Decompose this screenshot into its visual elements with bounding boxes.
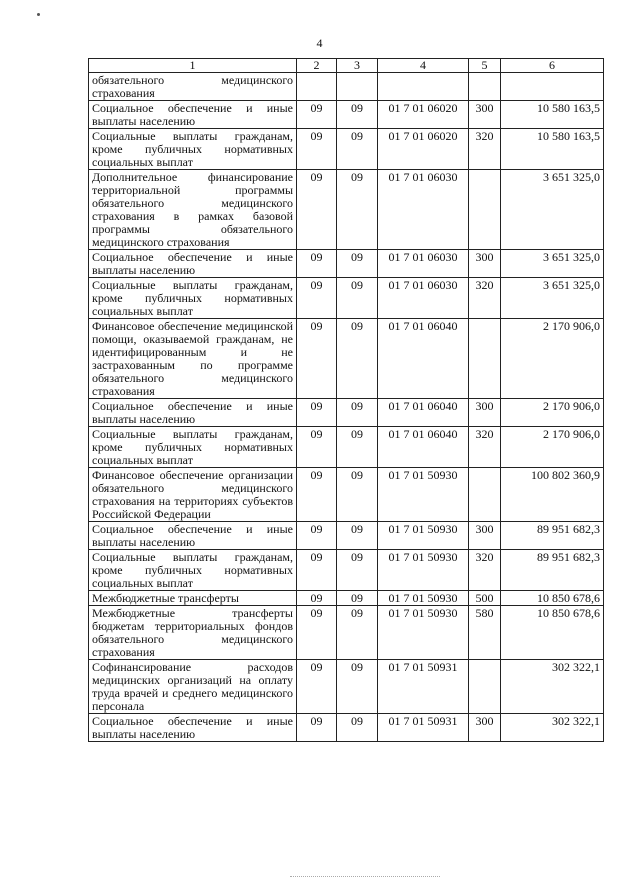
section-code-cell: 09 [297, 170, 337, 250]
scan-artifact-line [290, 876, 440, 877]
section-code-cell: 09 [297, 606, 337, 660]
section-code-cell: 09 [297, 550, 337, 591]
table-row [89, 250, 604, 278]
section-code-cell: 09 [297, 101, 337, 129]
expense-type-cell: 320 [469, 278, 501, 319]
subsection-code-cell: 09 [337, 591, 378, 606]
row-name-cell: Социальное обеспечение и иные выплаты населению [89, 250, 297, 278]
target-article-cell: 01 7 01 50930 [378, 468, 469, 522]
target-article-cell: 01 7 01 50930 [378, 606, 469, 660]
table-row [89, 591, 604, 606]
row-name-cell: Социальное обеспечение и иные выплаты населению [89, 101, 297, 129]
row-name-cell: Софинансирование расходов медицинских организаций на оплату труда врачей и среднего медицинского персонала [89, 660, 297, 714]
expense-type-cell [469, 170, 501, 250]
column-header: 6 [501, 59, 604, 73]
expense-type-cell [469, 73, 501, 101]
table-header-row [89, 59, 604, 73]
amount-cell: 100 802 360,9 [501, 468, 604, 522]
amount-cell: 3 651 325,0 [501, 170, 604, 250]
expense-type-cell: 320 [469, 427, 501, 468]
target-article-cell: 01 7 01 50930 [378, 591, 469, 606]
table-row [89, 468, 604, 522]
expense-type-cell: 300 [469, 522, 501, 550]
row-name-cell: Социальные выплаты гражданам, кроме публичных нормативных социальных выплат [89, 129, 297, 170]
page-number: 4 [316, 36, 323, 50]
subsection-code-cell: 09 [337, 319, 378, 399]
column-header: 4 [378, 59, 469, 73]
column-header: 2 [297, 59, 337, 73]
section-code-cell: 09 [297, 660, 337, 714]
row-name-cell: Социальные выплаты гражданам, кроме публичных нормативных социальных выплат [89, 550, 297, 591]
target-article-cell: 01 7 01 06020 [378, 101, 469, 129]
table-row [89, 129, 604, 170]
section-code-cell [297, 73, 337, 101]
amount-cell: 10 850 678,6 [501, 606, 604, 660]
column-header: 1 [89, 59, 297, 73]
amount-cell: 10 580 163,5 [501, 101, 604, 129]
amount-cell: 2 170 906,0 [501, 319, 604, 399]
expense-type-cell: 500 [469, 591, 501, 606]
expense-type-cell [469, 319, 501, 399]
section-code-cell: 09 [297, 427, 337, 468]
subsection-code-cell: 09 [337, 101, 378, 129]
target-article-cell: 01 7 01 06030 [378, 278, 469, 319]
table-row [89, 319, 604, 399]
amount-cell: 302 322,1 [501, 660, 604, 714]
target-article-cell: 01 7 01 50931 [378, 660, 469, 714]
expense-type-cell: 320 [469, 550, 501, 591]
expense-type-cell: 300 [469, 101, 501, 129]
subsection-code-cell: 09 [337, 170, 378, 250]
subsection-code-cell: 09 [337, 606, 378, 660]
row-name-cell: обязательного медицинского страхования [89, 73, 297, 101]
table-row [89, 606, 604, 660]
subsection-code-cell [337, 73, 378, 101]
table-row [89, 714, 604, 742]
table-row [89, 278, 604, 319]
table-row [89, 101, 604, 129]
amount-cell [501, 73, 604, 101]
amount-cell: 302 322,1 [501, 714, 604, 742]
amount-cell: 2 170 906,0 [501, 399, 604, 427]
amount-cell: 89 951 682,3 [501, 550, 604, 591]
row-name-cell: Социальные выплаты гражданам, кроме публичных нормативных социальных выплат [89, 278, 297, 319]
expense-type-cell: 300 [469, 250, 501, 278]
amount-cell: 3 651 325,0 [501, 250, 604, 278]
expense-type-cell [469, 468, 501, 522]
section-code-cell: 09 [297, 399, 337, 427]
target-article-cell: 01 7 01 06040 [378, 319, 469, 399]
subsection-code-cell: 09 [337, 522, 378, 550]
row-name-cell: Межбюджетные трансферты [89, 591, 297, 606]
row-name-cell: Межбюджетные трансферты бюджетам территориальных фондов обязательного медицинского страхования [89, 606, 297, 660]
target-article-cell: 01 7 01 06040 [378, 427, 469, 468]
subsection-code-cell: 09 [337, 129, 378, 170]
expense-type-cell [469, 660, 501, 714]
table-row [89, 660, 604, 714]
row-name-cell: Дополнительное финансирование территориальной программы обязательного медицинского страхования в рамках базовой программы обязательного медицинского страхования [89, 170, 297, 250]
section-code-cell: 09 [297, 591, 337, 606]
section-code-cell: 09 [297, 714, 337, 742]
expense-type-cell: 320 [469, 129, 501, 170]
row-name-cell: Социальное обеспечение и иные выплаты населению [89, 399, 297, 427]
amount-cell: 10 580 163,5 [501, 129, 604, 170]
target-article-cell: 01 7 01 50930 [378, 522, 469, 550]
amount-cell: 89 951 682,3 [501, 522, 604, 550]
section-code-cell: 09 [297, 522, 337, 550]
target-article-cell: 01 7 01 50930 [378, 550, 469, 591]
column-header: 3 [337, 59, 378, 73]
section-code-cell: 09 [297, 278, 337, 319]
target-article-cell: 01 7 01 06040 [378, 399, 469, 427]
expense-type-cell: 580 [469, 606, 501, 660]
table-row [89, 522, 604, 550]
section-code-cell: 09 [297, 129, 337, 170]
amount-cell: 2 170 906,0 [501, 427, 604, 468]
scan-speck [37, 13, 40, 16]
target-article-cell: 01 7 01 50931 [378, 714, 469, 742]
column-header: 5 [469, 59, 501, 73]
budget-table [88, 58, 604, 742]
table-row [89, 73, 604, 101]
subsection-code-cell: 09 [337, 660, 378, 714]
row-name-cell: Финансовое обеспечение медицинской помощи, оказываемой гражданам, не идентифицированным и не застрахованным по программе обязательного медицинского страхования [89, 319, 297, 399]
table-row [89, 170, 604, 250]
target-article-cell: 01 7 01 06030 [378, 250, 469, 278]
expense-type-cell: 300 [469, 714, 501, 742]
table-row [89, 427, 604, 468]
amount-cell: 3 651 325,0 [501, 278, 604, 319]
target-article-cell: 01 7 01 06020 [378, 129, 469, 170]
row-name-cell: Финансовое обеспечение организации обязательного медицинского страхования на территориях субъектов Российской Федерации [89, 468, 297, 522]
section-code-cell: 09 [297, 250, 337, 278]
section-code-cell: 09 [297, 468, 337, 522]
subsection-code-cell: 09 [337, 250, 378, 278]
expense-type-cell: 300 [469, 399, 501, 427]
subsection-code-cell: 09 [337, 468, 378, 522]
subsection-code-cell: 09 [337, 550, 378, 591]
row-name-cell: Социальное обеспечение и иные выплаты населению [89, 714, 297, 742]
section-code-cell: 09 [297, 319, 337, 399]
row-name-cell: Социальные выплаты гражданам, кроме публичных нормативных социальных выплат [89, 427, 297, 468]
table-row [89, 550, 604, 591]
row-name-cell: Социальное обеспечение и иные выплаты населению [89, 522, 297, 550]
subsection-code-cell: 09 [337, 427, 378, 468]
target-article-cell: 01 7 01 06030 [378, 170, 469, 250]
amount-cell: 10 850 678,6 [501, 591, 604, 606]
subsection-code-cell: 09 [337, 278, 378, 319]
target-article-cell [378, 73, 469, 101]
table-row [89, 399, 604, 427]
subsection-code-cell: 09 [337, 714, 378, 742]
subsection-code-cell: 09 [337, 399, 378, 427]
